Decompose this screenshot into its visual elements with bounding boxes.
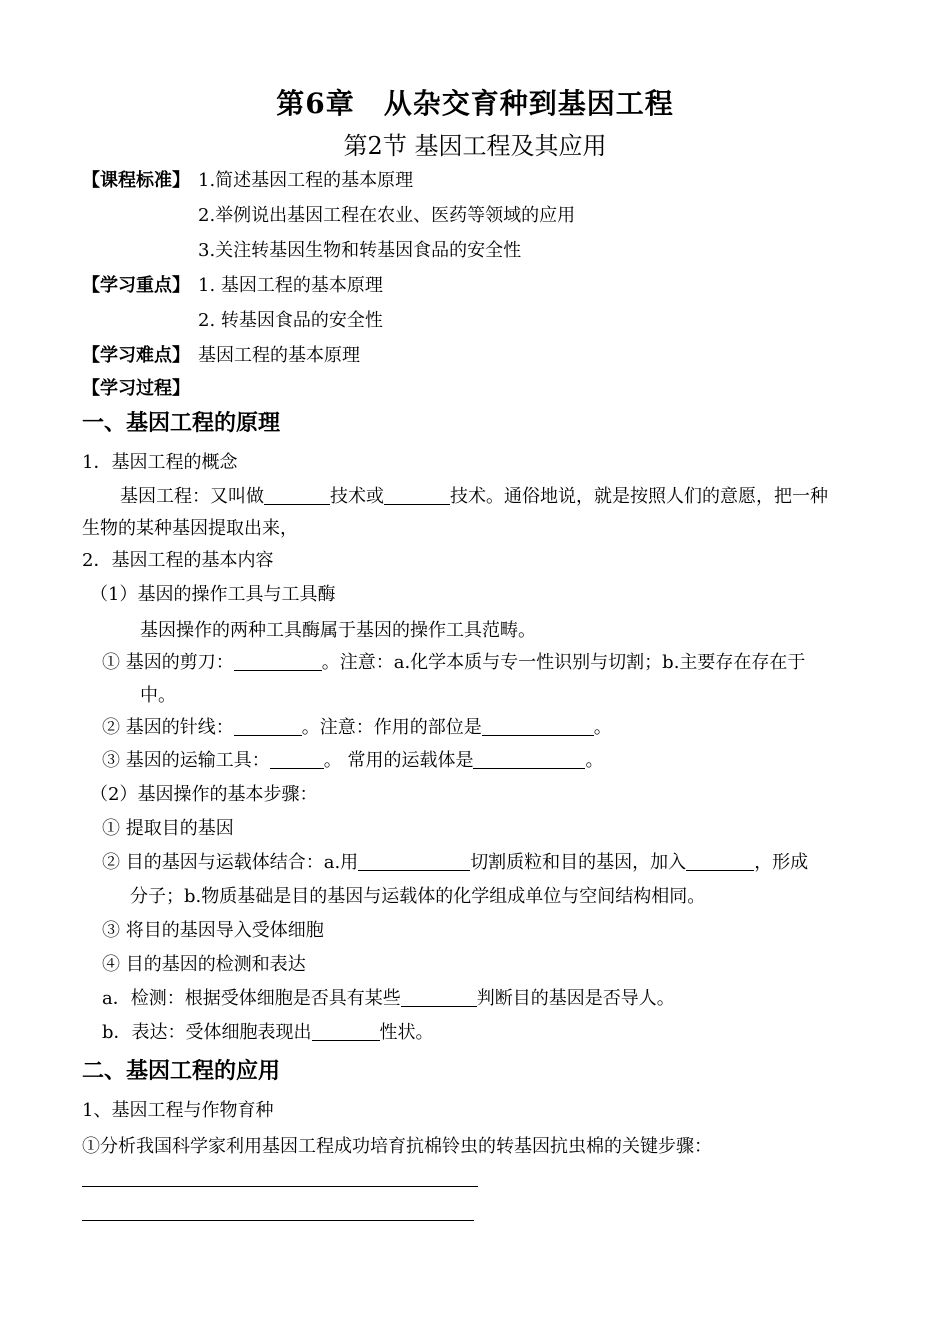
content-title: 2．基因工程的基本内容 xyxy=(82,550,274,571)
standards-label: 【课程标准】 xyxy=(82,170,190,191)
standard-item-3: 3.关注转基因生物和转基因食品的安全性 xyxy=(198,240,522,261)
part2-question-1: ①分析我国科学家利用基因工程成功培育抗棉铃虫的转基因抗虫棉的关键步骤： xyxy=(82,1136,712,1157)
difficulty-text: 基因工程的基本原理 xyxy=(198,345,360,366)
step-1: ① 提取目的基因 xyxy=(102,818,234,839)
tools-title: （1）基因的操作工具与工具酶 xyxy=(90,584,336,605)
blank-enzyme[interactable] xyxy=(358,850,470,871)
scissors-line-2: 中。 xyxy=(140,685,176,706)
process-label: 【学习过程】 xyxy=(82,378,190,399)
chapter-title: 第6章 从杂交育种到基因工程 xyxy=(276,87,674,120)
blank-vehicle[interactable] xyxy=(270,748,324,769)
answer-line-1[interactable] xyxy=(82,1186,478,1187)
standard-item-1: 1.简述基因工程的基本原理 xyxy=(198,170,414,191)
step-3: ③ 将目的基因导入受体细胞 xyxy=(102,920,324,941)
part2-sub-1: 1、基因工程与作物育种 xyxy=(82,1100,274,1121)
blank-alias-1[interactable] xyxy=(264,484,330,505)
detect-line: a．检测：根据受体细胞是否具有某些 判断目的基因是否导人。 xyxy=(102,988,675,1009)
needle-line: ② 基因的针线： 。注意：作用的部位是 。 xyxy=(102,717,612,738)
concept-line-2: 生物的某种基因提取出来， xyxy=(82,518,298,539)
answer-line-2[interactable] xyxy=(82,1220,474,1221)
key-points-label: 【学习重点】 xyxy=(82,275,190,296)
blank-scissors[interactable] xyxy=(234,650,322,671)
blank-trait[interactable] xyxy=(312,1020,380,1041)
part1-heading: 一、基因工程的原理 xyxy=(82,410,281,436)
steps-title: （2）基因操作的基本步骤： xyxy=(90,784,318,805)
step-4: ④ 目的基因的检测和表达 xyxy=(102,954,306,975)
blank-marker[interactable] xyxy=(401,986,477,1007)
scissors-line: ① 基因的剪刀： 。注意：a.化学本质与专一性识别与切割；b.主要存在存在于 xyxy=(102,652,806,673)
blank-needle[interactable] xyxy=(234,715,302,736)
tools-intro: 基因操作的两种工具酶属于基因的操作工具范畴。 xyxy=(140,620,536,641)
blank-needle-site[interactable] xyxy=(482,715,594,736)
concept-line-1: 基因工程：又叫做 技术或 技术。通俗地说，就是按照人们的意愿，把一种 xyxy=(120,486,828,507)
difficulty-label: 【学习难点】 xyxy=(82,345,190,366)
standard-item-2: 2.举例说出基因工程在农业、医药等领域的应用 xyxy=(198,205,576,226)
express-line: b．表达：受体细胞表现出 性状。 xyxy=(102,1022,434,1043)
concept-title: 1．基因工程的概念 xyxy=(82,452,238,473)
step-2-line: ② 目的基因与运载体结合：a.用 切割质粒和目的基因，加入 ，形成 xyxy=(102,852,809,873)
vehicle-line: ③ 基因的运输工具： 。 常用的运载体是 。 xyxy=(102,750,604,771)
blank-alias-2[interactable] xyxy=(384,484,450,505)
part2-heading: 二、基因工程的应用 xyxy=(82,1058,281,1084)
blank-ligase[interactable] xyxy=(686,850,754,871)
blank-vehicle-common[interactable] xyxy=(473,748,585,769)
step-2-line-2: 分子；b.物质基础是目的基因与运载体的化学组成单位与空间结构相同。 xyxy=(130,886,706,907)
key-point-1: 1. 基因工程的基本原理 xyxy=(198,275,383,296)
key-point-2: 2. 转基因食品的安全性 xyxy=(198,310,383,331)
section-title: 第2节 基因工程及其应用 xyxy=(343,132,607,160)
